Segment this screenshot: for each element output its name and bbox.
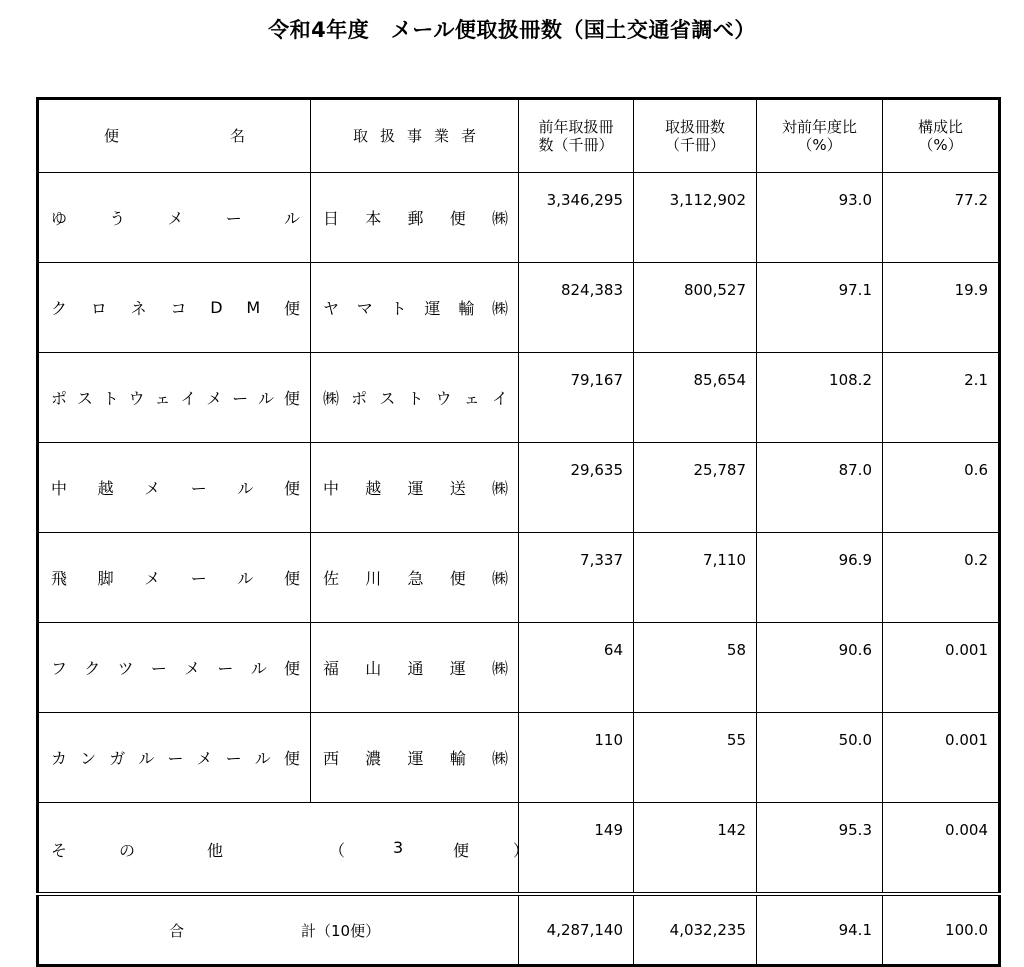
char: ポ [51, 389, 68, 408]
char: 輸 [449, 749, 466, 768]
char: ル [283, 209, 300, 228]
header-row [38, 99, 1000, 173]
char: 便 [283, 479, 300, 498]
char: 他 [207, 840, 224, 860]
table-row [38, 173, 1000, 263]
char: 西 [323, 749, 340, 768]
service-name-cell [38, 173, 311, 263]
char: ト [407, 389, 424, 408]
char: 本 [365, 209, 382, 228]
char: 便 [449, 209, 466, 228]
char: メ [206, 389, 223, 408]
table-row [38, 713, 1000, 803]
table-row [38, 533, 1000, 623]
char: 郵 [407, 209, 424, 228]
char: ス [379, 389, 396, 408]
service-name-cell [38, 443, 311, 533]
total-curr-volume-cell: 4,032,235 [634, 894, 757, 966]
table-row [38, 443, 1000, 533]
char: コ [170, 299, 187, 318]
curr-volume-cell: 3,112,902 [634, 173, 757, 263]
header-yoy-ratio: 対前年度比 （%） [757, 99, 883, 173]
yoy-ratio-cell: 96.9 [757, 533, 883, 623]
operator-cell [311, 353, 519, 443]
yoy-ratio-cell: 97.1 [757, 263, 883, 353]
char: ェ [154, 389, 171, 408]
char: マ [356, 299, 373, 318]
yoy-ratio-cell: 87.0 [757, 443, 883, 533]
total-label-left: 合 [169, 921, 185, 940]
other-services-cell [38, 803, 530, 895]
table-row [38, 353, 1000, 443]
char: 佐 [323, 569, 340, 588]
char: 越 [365, 479, 382, 498]
operator-cell [311, 263, 519, 353]
prev-volume-cell: 7,337 [519, 533, 634, 623]
char: ツ [117, 659, 134, 678]
char: ー [190, 569, 207, 588]
total-label-right: 計（10便） [301, 921, 381, 940]
char: 便 [283, 659, 300, 678]
char: ー [217, 659, 234, 678]
char: 越 [97, 479, 114, 498]
char: う [109, 209, 126, 228]
char: ウ [128, 389, 145, 408]
prev-volume-cell: 79,167 [519, 353, 634, 443]
char: ル [138, 749, 155, 768]
char: ェ [463, 389, 480, 408]
mail-volume-table [36, 97, 1001, 967]
char: ー [150, 659, 167, 678]
char: ル [250, 659, 267, 678]
char: ポ [351, 389, 368, 408]
char: メ [144, 569, 161, 588]
char: 便 [453, 840, 470, 860]
operator-cell [311, 623, 519, 713]
share-cell: 2.1 [883, 353, 1000, 443]
char: ㈱ [491, 299, 508, 318]
char: 便 [283, 389, 300, 408]
char: 脚 [97, 569, 114, 588]
prev-volume-cell: 110 [519, 713, 634, 803]
char: そ [51, 840, 68, 860]
char: 便 [283, 569, 300, 588]
char: 川 [365, 569, 382, 588]
total-share-cell: 100.0 [883, 894, 1000, 966]
share-cell: 0.2 [883, 533, 1000, 623]
char: ネ [130, 299, 147, 318]
total-label-cell [38, 894, 519, 966]
char: 運 [407, 749, 424, 768]
char: メ [144, 479, 161, 498]
curr-volume-cell: 7,110 [634, 533, 757, 623]
char: 飛 [51, 569, 68, 588]
char: ウ [435, 389, 452, 408]
prev-volume-cell: 3,346,295 [519, 173, 634, 263]
char: メ [184, 659, 201, 678]
char: ト [390, 299, 407, 318]
share-cell: 19.9 [883, 263, 1000, 353]
char: 濃 [365, 749, 382, 768]
yoy-ratio-cell: 50.0 [757, 713, 883, 803]
char: 送 [449, 479, 466, 498]
char: ル [237, 479, 254, 498]
curr-volume-cell: 85,654 [634, 353, 757, 443]
char: ㈱ [323, 389, 340, 408]
char: 福 [323, 659, 340, 678]
curr-volume-cell: 25,787 [634, 443, 757, 533]
service-name-cell [38, 623, 311, 713]
prev-volume-cell: 29,635 [519, 443, 634, 533]
char: ー [232, 389, 249, 408]
char: ゆ [51, 209, 68, 228]
char: の [119, 840, 136, 860]
char: ガ [109, 749, 126, 768]
header-operator: 取扱事業者 [311, 99, 519, 173]
char: 運 [449, 659, 466, 678]
char: メ [167, 209, 184, 228]
char: 急 [407, 569, 424, 588]
share-cell: 0.001 [883, 713, 1000, 803]
char: ロ [90, 299, 107, 318]
char: ㈱ [491, 209, 508, 228]
char: 運 [407, 479, 424, 498]
operator-cell [311, 173, 519, 263]
char: ㈱ [491, 569, 508, 588]
char: ク [51, 299, 68, 318]
page-title: 令和4年度 メール便取扱冊数（国土交通省調べ） [268, 18, 756, 42]
total-row [38, 894, 1000, 966]
char: 中 [323, 479, 340, 498]
service-name-cell [38, 263, 311, 353]
header-prev-volume: 前年取扱冊 数（千冊） [519, 99, 634, 173]
char: 便 [449, 569, 466, 588]
char: メ [196, 749, 213, 768]
char: 山 [365, 659, 382, 678]
curr-volume-cell: 142 [634, 803, 757, 895]
char: 便 [283, 299, 300, 318]
yoy-ratio-cell: 93.0 [757, 173, 883, 263]
char: ㈱ [491, 479, 508, 498]
char: ル [258, 389, 275, 408]
prev-volume-cell: 64 [519, 623, 634, 713]
service-name-cell [38, 713, 311, 803]
operator-cell [311, 443, 519, 533]
char: ー [167, 749, 184, 768]
prev-volume-cell: 149 [519, 803, 634, 895]
char: 日 [323, 209, 340, 228]
char: 通 [407, 659, 424, 678]
char: 運 [424, 299, 441, 318]
char: ク [84, 659, 101, 678]
header-curr-volume: 取扱冊数 （千冊） [634, 99, 757, 173]
yoy-ratio-cell: 108.2 [757, 353, 883, 443]
curr-volume-cell: 55 [634, 713, 757, 803]
share-cell: 0.6 [883, 443, 1000, 533]
char: ル [237, 569, 254, 588]
share-cell: 77.2 [883, 173, 1000, 263]
operator-cell [311, 533, 519, 623]
header-share: 構成比 （%） [883, 99, 1000, 173]
char: ㈱ [491, 749, 508, 768]
char: イ [180, 389, 197, 408]
char: ヤ [323, 299, 340, 318]
table-row-other [38, 803, 1000, 895]
service-name-cell [38, 533, 311, 623]
curr-volume-cell: 800,527 [634, 263, 757, 353]
char: ン [80, 749, 97, 768]
total-yoy-ratio-cell: 94.1 [757, 894, 883, 966]
total-prev-volume-cell: 4,287,140 [519, 894, 634, 966]
char: ー [225, 209, 242, 228]
char: ） [513, 840, 530, 860]
char: カ [51, 749, 68, 768]
char: 便 [283, 749, 300, 768]
share-cell: 0.001 [883, 623, 1000, 713]
table-row [38, 623, 1000, 713]
operator-cell [311, 713, 519, 803]
curr-volume-cell: 58 [634, 623, 757, 713]
yoy-ratio-cell: 90.6 [757, 623, 883, 713]
header-service-name: 便 名 [38, 99, 311, 173]
share-cell: 0.004 [883, 803, 1000, 895]
char: フ [51, 659, 68, 678]
char: ー [225, 749, 242, 768]
char: 輸 [458, 299, 475, 318]
char: M [246, 298, 261, 317]
prev-volume-cell: 824,383 [519, 263, 634, 353]
char: ト [102, 389, 119, 408]
char: イ [491, 389, 508, 408]
table-row [38, 263, 1000, 353]
service-name-cell [38, 353, 311, 443]
yoy-ratio-cell: 95.3 [757, 803, 883, 895]
char: ー [190, 479, 207, 498]
char: 中 [51, 479, 68, 498]
char: ㈱ [491, 659, 508, 678]
char: （ [329, 840, 346, 860]
char: ス [76, 389, 93, 408]
char: 3 [393, 837, 404, 857]
char: D [210, 298, 223, 317]
char: ル [254, 749, 271, 768]
